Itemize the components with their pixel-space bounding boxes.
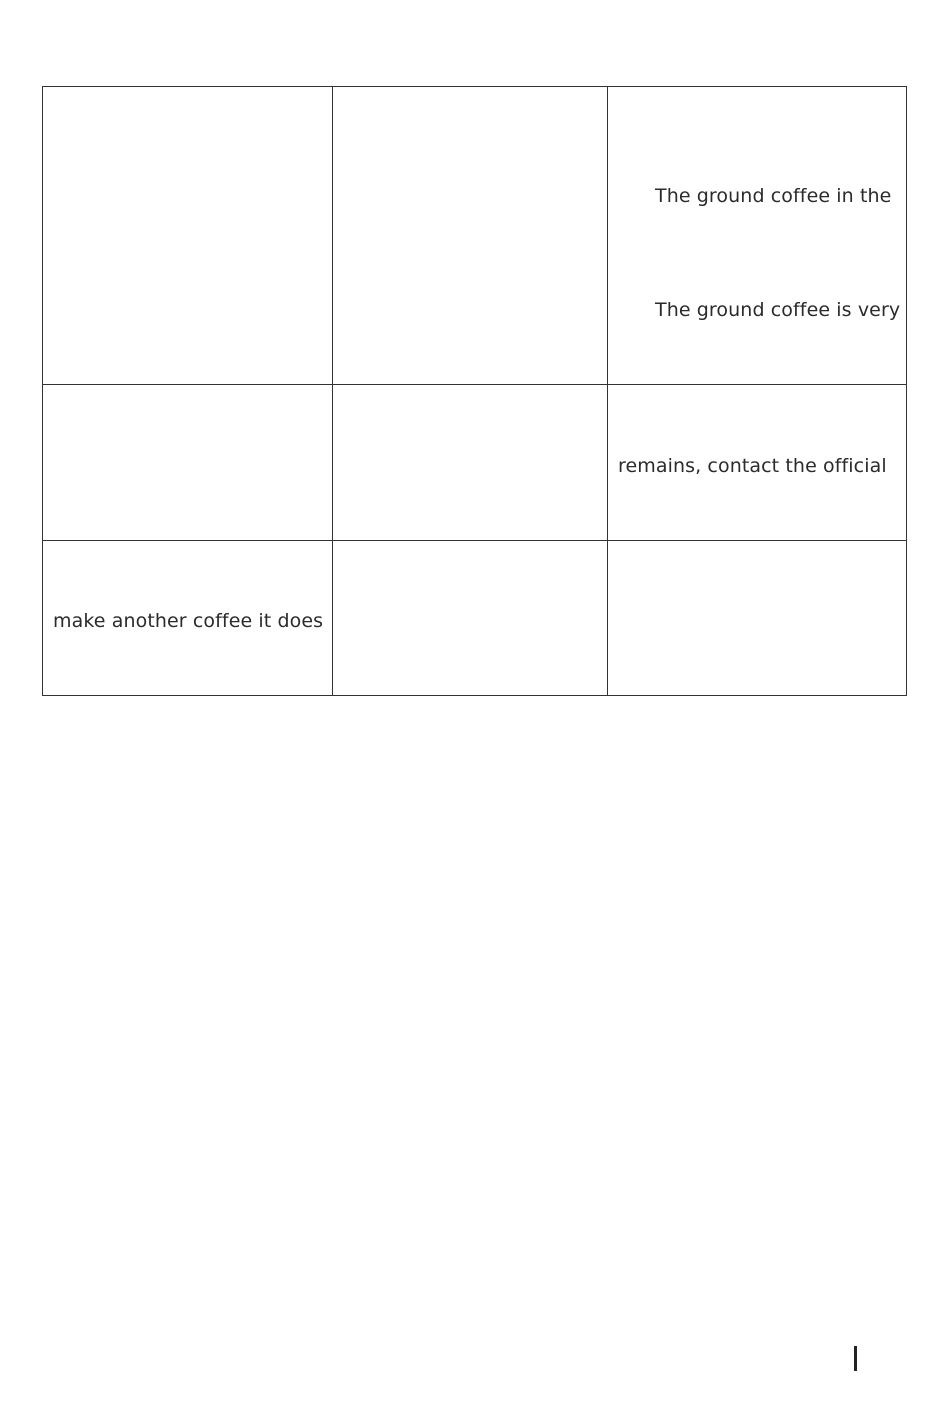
cell-text-line: The ground coffee is very [655,299,901,321]
cell-text-line: remains, contact the official [618,455,887,477]
table-cell-r3-c1 [43,541,332,695]
table-cell-r2-c3 [608,385,906,540]
cell-text-line: make another coffee it does [53,610,324,632]
table-cell-r2-c2 [333,385,607,540]
table-cell-r3-c2 [333,541,607,695]
table-cell-r3-c3 [608,541,906,695]
table-cell-r1-c3 [608,87,906,384]
table-cell-r2-c1 [43,385,332,540]
cell-text-line: The ground coffee in the [655,185,892,207]
table-cell-r1-c2 [333,87,607,384]
table-cell-r1-c1 [43,87,332,384]
troubleshooting-table [42,86,907,696]
page-marker-bar [854,1346,857,1371]
